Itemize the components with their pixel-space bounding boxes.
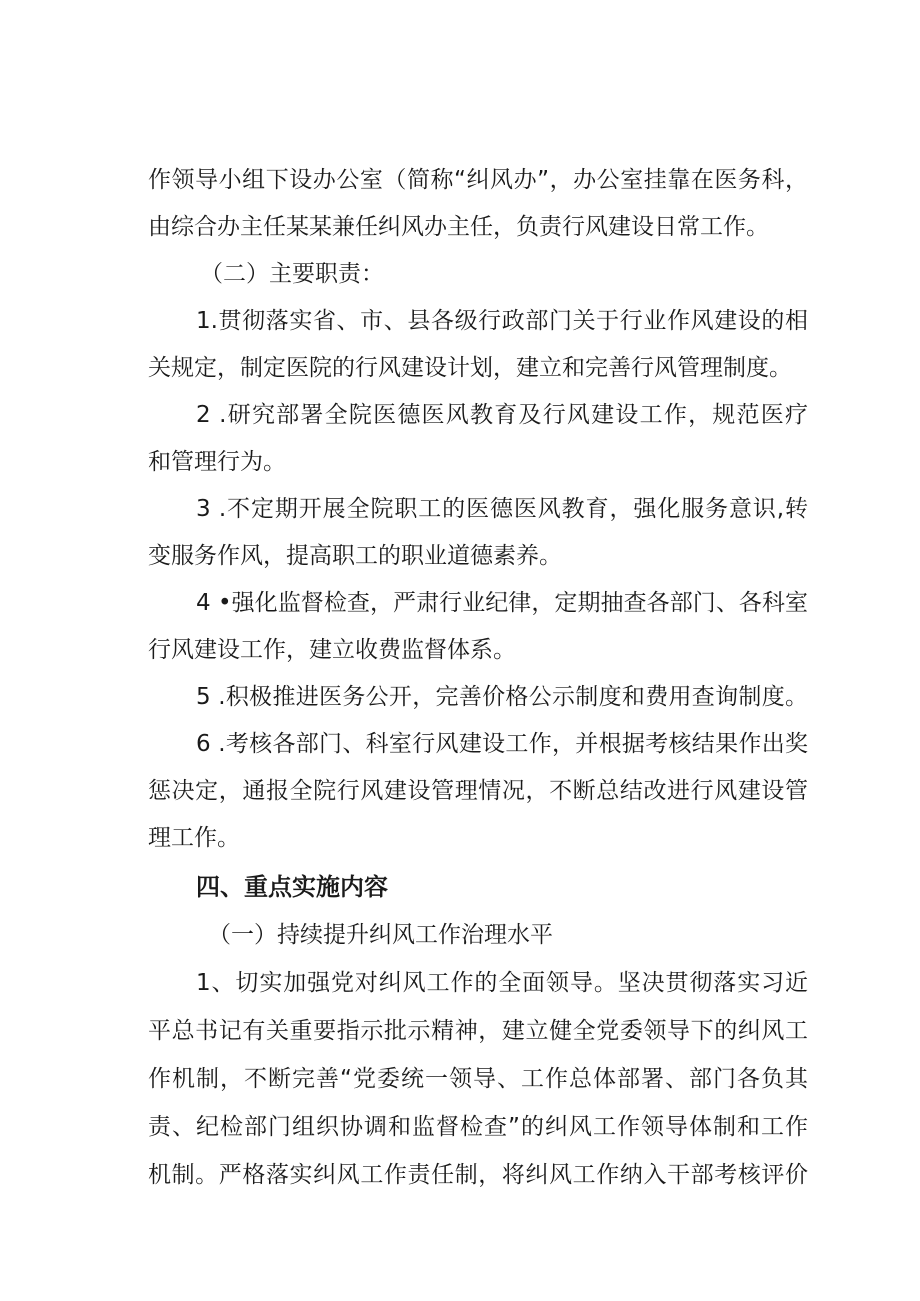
- paragraph-line: 平总书记有关重要指示批示精神，建立健全党委领导下的纠风工: [148, 1018, 808, 1044]
- paragraph-line: 2 .研究部署全院医德医风教育及行风建设工作，规范医疗: [196, 402, 808, 428]
- paragraph-line: 变服务作风，提高职工的职业道德素养。: [148, 543, 562, 569]
- paragraph-line: 责、纪检部门组织协调和监督检查”的纠风工作领导体制和工作: [148, 1114, 808, 1140]
- paragraph-line: 关规定，制定医院的行风建设计划，建立和完善行风管理制度。: [148, 355, 792, 381]
- paragraph-line: 4 •强化监督检查，严肃行业纪律，定期抽查各部门、各科室: [196, 590, 808, 616]
- paragraph-line: 机制。严格落实纠风工作责任制，将纠风工作纳入干部考核评价: [148, 1162, 808, 1188]
- paragraph-line: 6 .考核各部门、科室行风建设工作，并根据考核结果作出奖: [196, 731, 808, 757]
- paragraph-line: 作机制，不断完善“党委统一领导、工作总体部署、部门各负其: [148, 1066, 808, 1092]
- paragraph-line: 作领导小组下设办公室（简称“纠风办”，办公室挂靠在医务科，: [148, 167, 808, 193]
- paragraph-line: 5 .积极推进医务公开，完善价格公示制度和费用查询制度。: [196, 684, 808, 710]
- section-heading: 四、重点实施内容: [196, 873, 388, 901]
- paragraph-line: 3 .不定期开展全院职工的医德医风教育，强化服务意识,转: [196, 496, 808, 522]
- paragraph-line: 和管理行为。: [148, 449, 286, 475]
- paragraph-line: 理工作。: [148, 825, 240, 851]
- paragraph-line: 1.贯彻落实省、市、县各级行政部门关于行业作风建设的相: [196, 308, 808, 334]
- subsection-heading: （二）主要职责：: [200, 261, 384, 287]
- paragraph-line: 行风建设工作，建立收费监督体系。: [148, 637, 516, 663]
- paragraph-line: 由综合办主任某某兼任纠风办主任，负责行风建设日常工作。: [148, 214, 769, 240]
- subsection-heading: （一）持续提升纠风工作治理水平: [208, 922, 553, 948]
- paragraph-line: 1、切实加强党对纠风工作的全面领导。坚决贯彻落实习近: [196, 970, 808, 996]
- paragraph-line: 惩决定，通报全院行风建设管理情况，不断总结改进行风建设管: [148, 778, 808, 804]
